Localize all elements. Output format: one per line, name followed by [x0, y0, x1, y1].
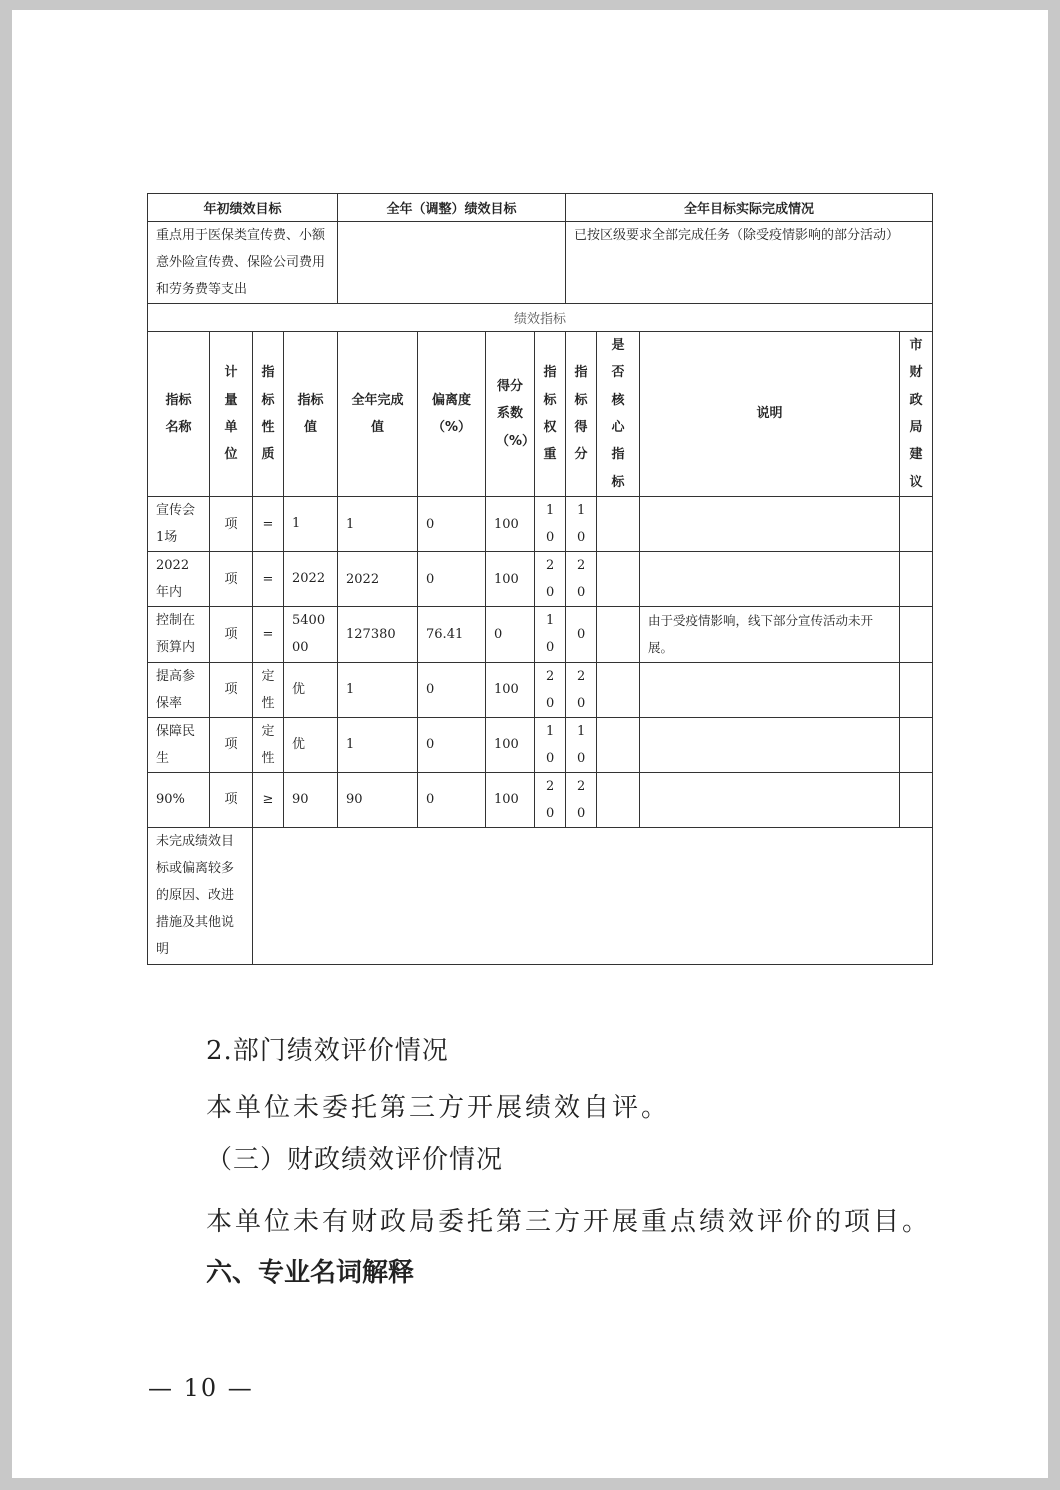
table-row [148, 772, 933, 827]
cell-weight: 20 [535, 772, 566, 827]
cell-name: 保障民生 [148, 717, 210, 772]
actual-status-text: 已按区级要求全部完成任务（除受疫情影响的部分活动） [566, 222, 933, 304]
section-label-indicators: 绩效指标 [148, 304, 933, 332]
cell-core [597, 772, 640, 827]
cell-suggest [900, 662, 933, 717]
cell-desc [640, 552, 900, 607]
cell-score: 20 [566, 662, 597, 717]
col-header-core: 是否核心指标 [597, 332, 640, 497]
cell-completion: 1 [338, 497, 418, 552]
col-header-score: 指标得分 [566, 332, 597, 497]
table-row [148, 717, 933, 772]
col-header-weight: 指标权重 [535, 332, 566, 497]
cell-score: 20 [566, 552, 597, 607]
header-actual-status: 全年目标实际完成情况 [566, 194, 933, 222]
cell-deviation: 0 [418, 662, 486, 717]
cell-unit: 项 [210, 497, 253, 552]
col-header-coef: 得分系数（%） [486, 332, 535, 497]
cell-suggest [900, 607, 933, 663]
cell-score: 0 [566, 607, 597, 663]
cell-completion: 1 [338, 717, 418, 772]
section-6-title: 六、专业名词解释 [206, 1258, 415, 1288]
cell-core [597, 662, 640, 717]
col-header-name: 指标名称 [148, 332, 210, 497]
adjusted-goal-text [338, 222, 566, 304]
cell-unit: 项 [210, 662, 253, 717]
section-2-text: 本单位未委托第三方开展绩效自评。 [206, 1093, 671, 1123]
footer-value [253, 827, 933, 964]
cell-weight: 10 [535, 497, 566, 552]
cell-name: 90% [148, 772, 210, 827]
table-row [148, 497, 933, 552]
cell-completion: 90 [338, 772, 418, 827]
cell-weight: 10 [535, 717, 566, 772]
cell-name: 提高参保率 [148, 662, 210, 717]
col-header-nature: 指标性质 [253, 332, 284, 497]
cell-value: 2022 [284, 552, 338, 607]
cell-name: 宣传会1场 [148, 497, 210, 552]
cell-coef: 100 [486, 772, 535, 827]
cell-deviation: 0 [418, 552, 486, 607]
table-row [148, 552, 933, 607]
table-row [148, 607, 933, 663]
cell-nature: = [253, 497, 284, 552]
cell-nature: 定性 [253, 717, 284, 772]
cell-value: 优 [284, 662, 338, 717]
section-3-title: （三）财政绩效评价情况 [206, 1145, 504, 1175]
cell-coef: 100 [486, 552, 535, 607]
section-2-title: 2.部门绩效评价情况 [206, 1036, 449, 1066]
cell-core [597, 607, 640, 663]
cell-weight: 20 [535, 662, 566, 717]
cell-core [597, 552, 640, 607]
cell-suggest [900, 552, 933, 607]
header-initial-goal: 年初绩效目标 [148, 194, 338, 222]
cell-score: 10 [566, 717, 597, 772]
footer-label: 未完成绩效目标或偏离较多的原因、改进措施及其他说明 [148, 827, 253, 964]
cell-nature: 定性 [253, 662, 284, 717]
cell-suggest [900, 717, 933, 772]
col-header-deviation: 偏离度（%） [418, 332, 486, 497]
cell-coef: 100 [486, 717, 535, 772]
cell-suggest [900, 772, 933, 827]
cell-unit: 项 [210, 717, 253, 772]
col-header-completion: 全年完成值 [338, 332, 418, 497]
cell-deviation: 0 [418, 497, 486, 552]
cell-score: 10 [566, 497, 597, 552]
cell-nature: = [253, 607, 284, 663]
cell-nature: = [253, 552, 284, 607]
cell-completion: 2022 [338, 552, 418, 607]
cell-desc [640, 717, 900, 772]
cell-desc [640, 772, 900, 827]
cell-suggest [900, 497, 933, 552]
table-row [148, 662, 933, 717]
cell-completion: 1 [338, 662, 418, 717]
col-header-suggest: 市财政局建议 [900, 332, 933, 497]
cell-value: 90 [284, 772, 338, 827]
section-3-text: 本单位未有财政局委托第三方开展重点绩效评价的项目。 [206, 1207, 932, 1237]
cell-value: 540000 [284, 607, 338, 663]
cell-coef: 0 [486, 607, 535, 663]
cell-desc: 由于受疫情影响，线下部分宣传活动未开展。 [640, 607, 900, 663]
cell-desc [640, 662, 900, 717]
performance-table [147, 193, 933, 965]
cell-core [597, 717, 640, 772]
initial-goal-text: 重点用于医保类宣传费、小额意外险宣传费、保险公司费用和劳务费等支出 [148, 222, 338, 304]
col-header-desc: 说明 [640, 332, 900, 497]
col-header-value: 指标值 [284, 332, 338, 497]
cell-name: 2022年内 [148, 552, 210, 607]
cell-desc [640, 497, 900, 552]
cell-deviation: 0 [418, 772, 486, 827]
cell-value: 优 [284, 717, 338, 772]
cell-nature: ≥ [253, 772, 284, 827]
cell-completion: 127380 [338, 607, 418, 663]
cell-deviation: 0 [418, 717, 486, 772]
cell-coef: 100 [486, 662, 535, 717]
cell-deviation: 76.41 [418, 607, 486, 663]
cell-coef: 100 [486, 497, 535, 552]
cell-weight: 20 [535, 552, 566, 607]
cell-unit: 项 [210, 552, 253, 607]
document-page [12, 10, 1048, 1478]
cell-weight: 10 [535, 607, 566, 663]
header-adjusted-goal: 全年（调整）绩效目标 [338, 194, 566, 222]
cell-core [597, 497, 640, 552]
cell-value: 1 [284, 497, 338, 552]
col-header-unit: 计量单位 [210, 332, 253, 497]
cell-unit: 项 [210, 607, 253, 663]
cell-unit: 项 [210, 772, 253, 827]
cell-score: 20 [566, 772, 597, 827]
cell-name: 控制在预算内 [148, 607, 210, 663]
page-number: — 10 — [148, 1374, 254, 1402]
